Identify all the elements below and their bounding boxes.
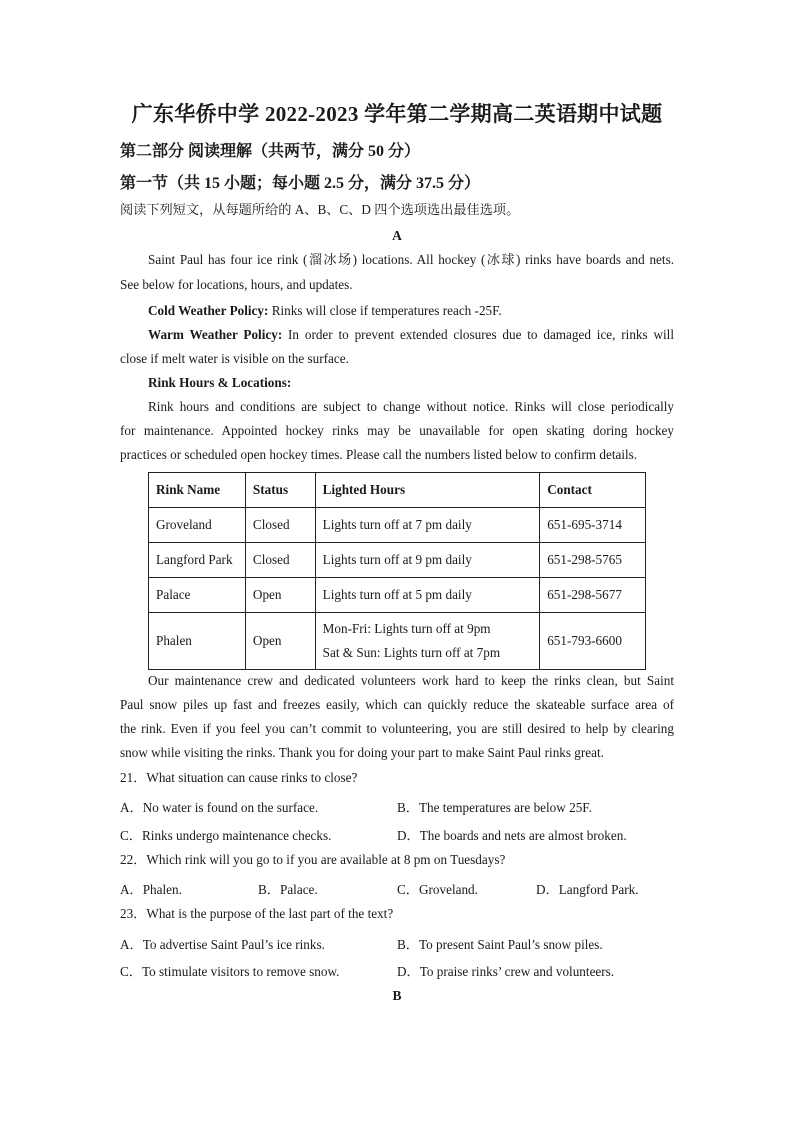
closing-line-3: the rink. Even if you feel you can’t commit to volunteering, you are still desired to help by clearing [120, 721, 674, 736]
exam-title: 广东华侨中学 2022-2023 学年第二学期高二英语期中试题 [131, 102, 663, 126]
rink-name: Palace [149, 578, 246, 613]
hours-line-1: Rink hours and conditions are subject to change without notice. Rinks will close periodically [148, 399, 674, 414]
table-row [149, 578, 646, 613]
intro-line-2: See below for locations, hours, and updates. [120, 277, 353, 292]
q22-option-d[interactable]: D．Langford Park. [536, 882, 639, 897]
table-row [149, 543, 646, 578]
q21-option-c[interactable]: C．Rinks undergo maintenance checks. [120, 828, 332, 843]
q23-option-d[interactable]: D．To praise rinks’ crew and volunteers. [397, 964, 615, 979]
rink-table [148, 472, 646, 670]
question-22-stem: 22．Which rink will you go to if you are available at 8 pm on Tuesdays? [120, 852, 506, 867]
rink-hours [315, 613, 540, 670]
rink-hours-heading: Rink Hours & Locations: [148, 375, 292, 390]
closing-line-1: Our maintenance crew and dedicated volunteers work hard to keep the rinks clean, but Saint [148, 673, 674, 688]
rink-status: Closed [245, 508, 315, 543]
header-lighted-hours: Lighted Hours [315, 473, 540, 508]
rink-hours: Lights turn off at 7 pm daily [315, 508, 540, 543]
rink-contact: 651-695-3714 [540, 508, 646, 543]
passage-b-label: B [392, 988, 402, 1003]
warm-policy-text: In order to prevent extended closures due to damaged ice, rinks will [282, 327, 674, 342]
rink-name: Groveland [149, 508, 246, 543]
part-heading: 第二部分 阅读理解（共两节，满分 50 分） [120, 143, 421, 160]
question-21-stem: 21．What situation can cause rinks to close? [120, 770, 358, 785]
cold-weather-policy [148, 299, 502, 323]
q22-option-a[interactable]: A．Phalen. [120, 882, 182, 897]
rink-hours: Lights turn off at 9 pm daily [315, 543, 540, 578]
rink-contact: 651-298-5765 [540, 543, 646, 578]
q22-option-c[interactable]: C．Groveland. [397, 882, 478, 897]
header-status: Status [245, 473, 315, 508]
q23-option-b[interactable]: B．To present Saint Paul’s snow piles. [397, 937, 603, 952]
closing-line-2: Paul snow piles up fast and freezes easily, which can quickly reduce the skateable surface area of [120, 697, 674, 712]
q21-option-a[interactable]: A．No water is found on the surface. [120, 800, 319, 815]
q23-option-a[interactable]: A．To advertise Saint Paul’s ice rinks. [120, 937, 325, 952]
closing-line-4: snow while visiting the rinks. Thank you for doing your part to make Saint Paul rinks great. [120, 745, 604, 760]
header-contact: Contact [540, 473, 646, 508]
q21-option-b[interactable]: B．The temperatures are below 25F. [397, 800, 592, 815]
rink-status: Closed [245, 543, 315, 578]
rink-hours-weekday: Mon-Fri: Lights turn off at 9pm [322, 621, 491, 636]
q23-option-c[interactable]: C．To stimulate visitors to remove snow. [120, 964, 340, 979]
rink-name: Langford Park [149, 543, 246, 578]
rink-hours: Lights turn off at 5 pm daily [315, 578, 540, 613]
passage-a-label: A [392, 228, 402, 243]
warm-policy-line-2: close if melt water is visible on the surface. [120, 351, 349, 366]
table-row [149, 613, 646, 670]
rink-status: Open [245, 613, 315, 670]
section-heading: 第一节（共 15 小题；每小题 2.5 分，满分 37.5 分） [120, 175, 481, 192]
rink-status: Open [245, 578, 315, 613]
instructions: 阅读下列短文，从每题所给的 A、B、C、D 四个选项选出最佳选项。 [120, 202, 520, 217]
table-header-row [149, 473, 646, 508]
hours-line-3: practices or scheduled open hockey times. Please call the numbers listed below to confirm details. [120, 447, 638, 462]
warm-policy-label: Warm Weather Policy: [148, 327, 283, 342]
cold-policy-text: Rinks will close if temperatures reach -25F. [268, 303, 502, 318]
warm-weather-policy [148, 323, 674, 347]
q22-option-b[interactable]: B．Palace. [258, 882, 318, 897]
hours-line-2: for maintenance. Appointed hockey rinks may be unavailable for open skating doring hockey [120, 423, 674, 438]
rink-contact: 651-793-6600 [540, 613, 646, 670]
rink-hours-weekend: Sat & Sun: Lights turn off at 7pm [322, 645, 501, 660]
table-row [149, 508, 646, 543]
q21-option-d[interactable]: D．The boards and nets are almost broken. [397, 828, 627, 843]
rink-contact: 651-298-5677 [540, 578, 646, 613]
cold-policy-label: Cold Weather Policy: [148, 303, 269, 318]
intro-line-1: Saint Paul has four ice rink (溜冰场) locations. All hockey (冰球) rinks have boards and nets. [148, 252, 674, 267]
header-rink-name: Rink Name [149, 473, 246, 508]
rink-name: Phalen [149, 613, 246, 670]
question-23-stem: 23．What is the purpose of the last part of the text? [120, 906, 394, 921]
